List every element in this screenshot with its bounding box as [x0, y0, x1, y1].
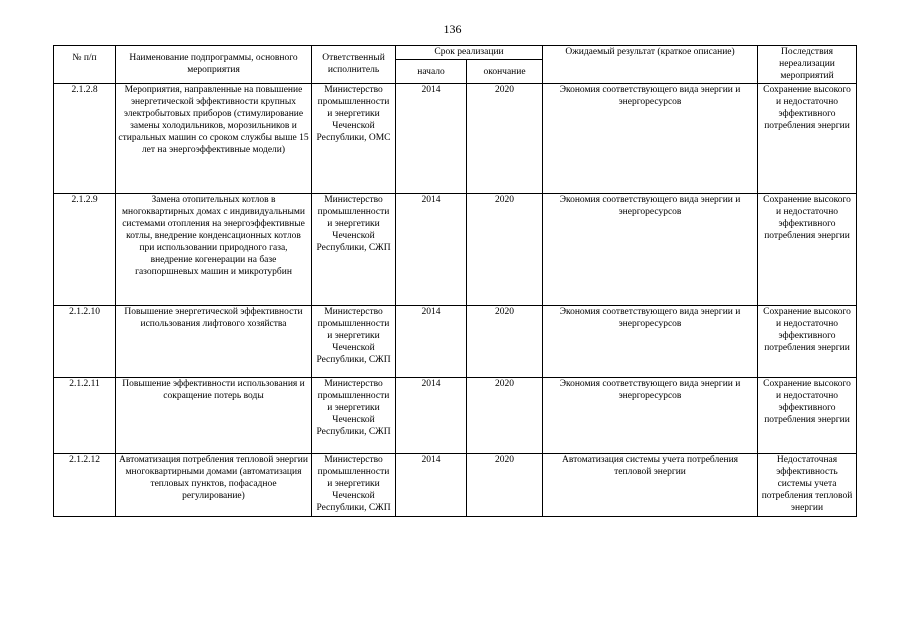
row-num: 2.1.2.9 — [54, 194, 116, 306]
row-start: 2014 — [396, 454, 467, 517]
row-name: Замена отопительных котлов в многоквартирных домах с индивидуальными системами отопления на энергоэффективные котлы, внедрение конденсационных котлов при использовании природного газа, внедрение когенерации на базе газопоршневых машин и микротурбин — [116, 194, 312, 306]
table-row — [54, 378, 857, 454]
header-executor: Ответственный исполнитель — [312, 46, 396, 84]
row-result: Экономия соответствующего вида энергии и энергоресурсов — [543, 306, 758, 378]
row-executor: Министерство промышленности и энергетики Чеченской Республики, СЖП — [312, 378, 396, 454]
row-name: Мероприятия, направленные на повышение энергетической эффективности крупных электробытовых приборов (стимулирование замены холодильников, морозильников и стиральных машин со сроком службы выше 15 лет на энергоэффективные модели) — [116, 84, 312, 194]
row-consequences: Недостаточная эффективность системы учета потребления тепловой энергии — [758, 454, 857, 517]
row-executor: Министерство промышленности и энергетики Чеченской Республики, СЖП — [312, 194, 396, 306]
row-end: 2020 — [467, 194, 543, 306]
header-name: Наименование подпрограммы, основного мероприятия — [116, 46, 312, 84]
row-name: Автоматизация потребления тепловой энергии многоквартирными домами (автоматизация тепловых пунктов, пофасадное регулирование) — [116, 454, 312, 517]
row-end: 2020 — [467, 306, 543, 378]
row-start: 2014 — [396, 306, 467, 378]
row-consequences: Сохранение высокого и недостаточно эффективного потребления энергии — [758, 306, 857, 378]
row-result: Автоматизация системы учета потребления тепловой энергии — [543, 454, 758, 517]
table-row — [54, 306, 857, 378]
header-end: окончание — [467, 60, 543, 84]
header-period: Срок реализации — [396, 46, 543, 60]
measures-table — [53, 45, 857, 517]
table-row — [54, 194, 857, 306]
row-consequences: Сохранение высокого и недостаточно эффективного потребления энергии — [758, 194, 857, 306]
row-consequences: Сохранение высокого и недостаточно эффективного потребления энергии — [758, 84, 857, 194]
table-row — [54, 454, 857, 517]
table-row — [54, 84, 857, 194]
row-executor: Министерство промышленности и энергетики Чеченской Республики, СЖП — [312, 454, 396, 517]
row-start: 2014 — [396, 194, 467, 306]
row-num: 2.1.2.12 — [54, 454, 116, 517]
header-result: Ожидаемый результат (краткое описание) — [543, 46, 758, 84]
row-end: 2020 — [467, 378, 543, 454]
row-result: Экономия соответствующего вида энергии и энергоресурсов — [543, 84, 758, 194]
row-num: 2.1.2.8 — [54, 84, 116, 194]
row-name: Повышение эффективности использования и сокращение потерь воды — [116, 378, 312, 454]
row-num: 2.1.2.11 — [54, 378, 116, 454]
page-number: 136 — [443, 22, 462, 36]
row-num: 2.1.2.10 — [54, 306, 116, 378]
header-num: № п/п — [54, 46, 116, 84]
header-start: начало — [396, 60, 467, 84]
row-name: Повышение энергетической эффективности использования лифтового хозяйства — [116, 306, 312, 378]
row-executor: Министерство промышленности и энергетики Чеченской Республики, ОМС — [312, 84, 396, 194]
row-executor: Министерство промышленности и энергетики Чеченской Республики, СЖП — [312, 306, 396, 378]
row-start: 2014 — [396, 378, 467, 454]
row-end: 2020 — [467, 84, 543, 194]
row-end: 2020 — [467, 454, 543, 517]
row-start: 2014 — [396, 84, 467, 194]
header-consequences: Последствия нереализации мероприятий — [758, 46, 857, 84]
row-result: Экономия соответствующего вида энергии и энергоресурсов — [543, 378, 758, 454]
header-row-1 — [54, 46, 857, 60]
row-consequences: Сохранение высокого и недостаточно эффективного потребления энергии — [758, 378, 857, 454]
row-result: Экономия соответствующего вида энергии и энергоресурсов — [543, 194, 758, 306]
